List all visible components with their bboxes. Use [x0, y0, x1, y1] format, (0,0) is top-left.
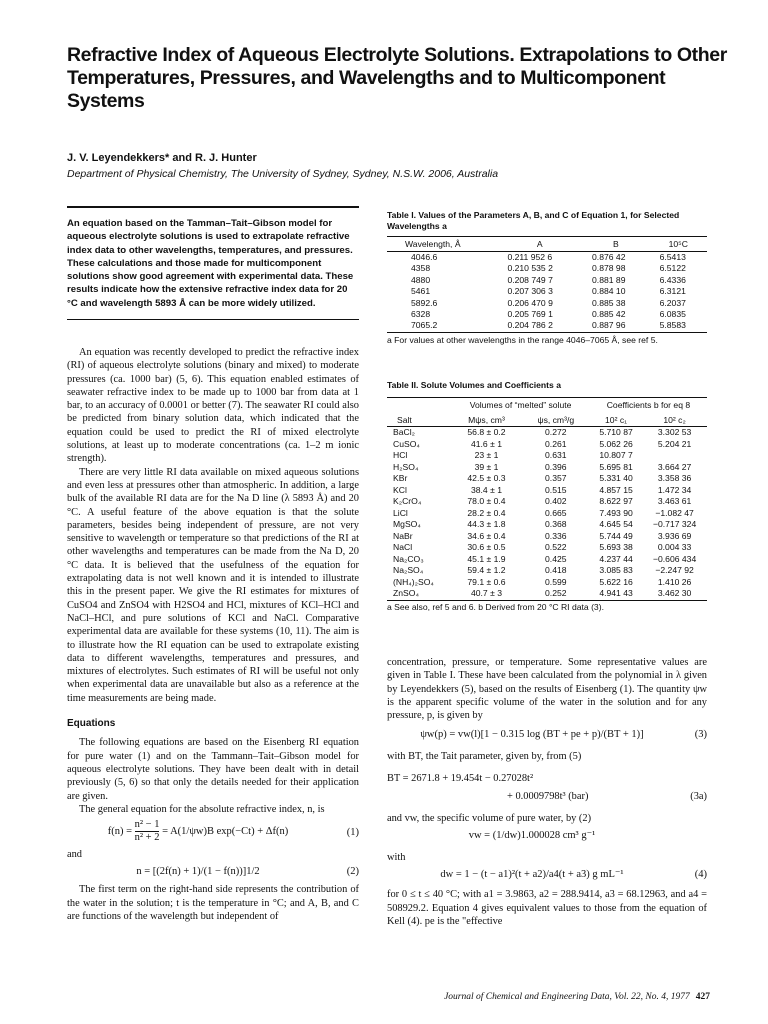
t1-cell: 0.204 786 2 [497, 320, 582, 332]
t2-group-coefficients: Coefficients b for eq 8 [590, 398, 707, 412]
t1-cell: 5461 [411, 286, 431, 297]
abstract: An equation based on the Tamman–Tait–Gibson model for aqueous electrolyte solutions is used to extrapolate refractive index data to other wavelengths, temperatures, and pressures. These calculations and those made for multicomponent solutions show good agreement with experimental data. These results indicate how the extensive refractive index data for 20 °C and wavelength 5893 Å can be more widely utilized. [67, 206, 359, 320]
t2-cell: 10.807 7 [599, 450, 633, 460]
t2-cell: 5.622 16 [599, 576, 633, 587]
t2-cell: NaCl [393, 542, 413, 552]
t2-cell: Na₂SO₄ [393, 565, 424, 575]
table-2-row [387, 473, 707, 485]
table-1-row [387, 309, 707, 320]
table-2-row [387, 577, 707, 589]
authors: J. V. Leyendekkers* and R. J. Hunter [67, 152, 257, 164]
t2-cell: 34.6 ± 0.4 [467, 530, 506, 541]
eq4-label: (4) [694, 869, 707, 881]
t2-cell: 79.1 ± 0.6 [467, 576, 506, 587]
table-1-row [387, 320, 707, 332]
table-2-row [387, 542, 707, 554]
t2-cell: 38.4 ± 1 [470, 484, 502, 495]
t2-cell: 4.857 15 [599, 484, 633, 495]
t2-cell: 0.357 [545, 473, 567, 483]
eq3a-line-1: BT = 2671.8 + 19.454t − 0.27028t² [387, 772, 534, 784]
t1-cell: 0.878 98 [592, 263, 626, 274]
t2-cell: CuSO₄ [393, 438, 420, 449]
table-2-row [387, 485, 707, 497]
t1-cell: 0.208 749 7 [507, 274, 553, 285]
t2-cell: ZnSO₄ [387, 588, 451, 600]
t2-cell: 0.665 [545, 507, 567, 518]
intro-paragraph-1: An equation was recently developed to predict the refractive index (RI) of aqueous electrolyte solutions (binary and mixed) to moderate pressures (ca. 1000 bar) (5, 6). This equation enabled estimates of seawater refractive index to be made up to 1000 bar from data at 1 bar, to an accuracy of 0.0001 or better (7). The seawater RI could also be predicted from binary solution data, which indicated that the equation could be used to predict the RI of mixed electrolyte solutions, at least up to moderate concentrations (ca. 1–2 m ionic strength). [67, 347, 359, 465]
t1-cell: 0.211 952 6 [507, 252, 553, 262]
eq3a-line-2: + 0.0009798t³ (bar) [507, 790, 589, 802]
t2-cell: 5.331 40 [599, 473, 633, 483]
eq3a-label: (3a) [690, 790, 707, 802]
t2-cell: NaBr [393, 530, 413, 541]
t1-cell: 5.8583 [650, 320, 707, 332]
t2-cell: 5.695 81 [599, 461, 633, 472]
eq1-lhs: f(n) = [107, 826, 133, 837]
t2-cell: −1.082 47 [655, 507, 694, 518]
eq3-label: (3) [694, 729, 707, 741]
equation-2 [67, 861, 359, 883]
equation-3 [387, 724, 707, 746]
eq3-expression: ψw(p) = vw(l)[1 − 0.315 log (BT + pe + p)/(BT + 1)] [420, 729, 644, 741]
t2-cell: 3.085 83 [599, 565, 633, 575]
and-word: and [67, 849, 83, 861]
equation-3a [387, 772, 707, 808]
t2-cell: 0.004 33 [657, 542, 692, 552]
affiliation: Department of Physical Chemistry, The University of Sydney, Sydney, N.S.W. 2006, Australia [67, 168, 499, 180]
right-column-text [387, 656, 707, 928]
t2-cell: 0.252 [522, 588, 590, 600]
t2-cell: Na₂CO₃ [393, 553, 424, 564]
page-number: 427 [695, 992, 710, 1002]
table-1-row [387, 298, 707, 309]
t2-cell: 40.7 ± 3 [451, 588, 521, 600]
t2-cell: −0.606 434 [652, 553, 697, 564]
t2-cell: 59.4 ± 1.2 [467, 565, 506, 575]
t1-cell: 0.885 42 [592, 309, 626, 320]
t2-cell: HCl [393, 450, 408, 460]
t1-header-a: A [497, 237, 582, 252]
t2-header-salt: Salt [387, 411, 451, 427]
t2-cell: 3.358 36 [657, 473, 692, 483]
t2-cell: −2.247 92 [655, 565, 694, 575]
table-2-row [387, 450, 707, 462]
t2-cell: 8.622 97 [599, 496, 633, 506]
t1-cell: 4046.6 [411, 252, 438, 262]
t1-cell: 0.205 769 1 [507, 309, 553, 320]
t1-cell: 6.0835 [659, 309, 686, 320]
eq1-denominator: n² + 2 [134, 832, 160, 844]
t2-cell: 3.302 53 [657, 427, 692, 437]
vw-text: and vw, the specific volume of pure water, by (2) [387, 812, 592, 824]
t2-cell: 0.368 [545, 519, 567, 529]
t2-header-c2: 10² c₂ [642, 411, 707, 427]
t2-cell: (NH₄)₂SO₄ [393, 576, 434, 587]
table-1-footnote: a For values at other wavelengths in the range 4046–7065 Å, see ref 5. [387, 334, 658, 345]
t2-cell: 39 ± 1 [474, 461, 499, 472]
t2-cell: MgSO₄ [393, 519, 421, 529]
t2-cell: 3.936 69 [657, 530, 692, 541]
t2-cell: 5.710 87 [599, 427, 633, 437]
t2-cell: 3.664 27 [657, 461, 692, 472]
page-footer [370, 992, 710, 1002]
table-2-caption: Table II. Solute Volumes and Coefficients a [387, 380, 561, 390]
intro-paragraph-2: There are very little RI data available on mixed aqueous solutions and even less at pressures other than atmospheric. In addition, a large bulk of the available RI data are for the Na D line (λ 5893 Å) and 20 °C. A useful feature of the above equation is that the solute parameters, besides being independent of pressure, are not very sensitive to wavelength or temperature so that predictions of the RI at other wavelengths and temperatures can be made from the Na D, 20 °C data. It is believed that the usefulness of the equation for extrapolating data is not well known and it is intended to illustrate this in the present paper. We give the RI estimates for mixtures of CuSO4 and ZnSO4 with H2SO4 and HCl, mixtures of KCl–HCl and NaCl–HCl, and pure solutions of KCl and NaCl. Comparative experimental data are available for these systems (10, 11). The aim is to illustrate how the RI equation can be used to extrapolate existing data to different wavelengths, temperatures and pressures, and mixtures of electrolytes. Such estimates of RI will be useful not only when experimental data are unavailable but also as a reference at the time measurements are being made. [67, 466, 359, 704]
equations-paragraph-1: The following equations are based on the Eisenberg RI equation for pure water (1) and on the Tammann–Tait–Gibson model for aqueous electrolyte solutions. They have been dealt with in detail previously (5, 6) so that only the details needed for their application are given. [67, 737, 359, 802]
eq1-label: (1) [346, 827, 359, 839]
t2-cell: 42.5 ± 0.3 [467, 473, 506, 483]
t2-cell: 41.6 ± 1 [470, 438, 502, 449]
t2-cell: BaCl₂ [393, 427, 415, 437]
table-1-row [387, 263, 707, 274]
table-2-row [387, 565, 707, 577]
eq-vw-expression: vw = (1/dw)1.000028 cm³ g⁻¹ [468, 830, 596, 842]
eq1-fraction [135, 819, 160, 844]
t2-cell: 0.522 [545, 542, 567, 552]
t1-header-b: B [582, 237, 650, 252]
t2-cell: 0.515 [545, 484, 567, 495]
t1-cell: 0.884 10 [592, 286, 626, 297]
t2-cell: −0.717 324 [652, 519, 697, 529]
t1-cell: 6.5122 [659, 263, 686, 274]
eq1-rhs: = A(1/ψw)B exp(−Ct) + Δf(n) [162, 826, 289, 837]
t1-cell: 0.876 42 [592, 252, 626, 262]
t2-cell: 30.6 ± 0.5 [467, 542, 506, 552]
equations-paragraph-2: The general equation for the absolute refractive index, n, is [79, 803, 325, 815]
t1-cell: 0.210 535 2 [507, 263, 553, 274]
table-2-footnote: a See also, ref 5 and 6. b Derived from 20 °C RI data (3). [387, 601, 604, 612]
t2-cell: 5.693 38 [599, 542, 633, 552]
t2-cell: 4.645 54 [599, 519, 633, 529]
t1-header-c: 10⁵C [650, 237, 707, 252]
t2-cell: 5.204 21 [657, 438, 692, 449]
t2-cell: 45.1 ± 1.9 [467, 553, 506, 564]
t1-cell: 0.885 38 [592, 297, 626, 308]
table-1-row [387, 286, 707, 297]
t2-cell: 0.599 [545, 576, 567, 587]
t1-cell: 4880 [411, 274, 431, 285]
right-paragraph-2: for 0 ≤ t ≤ 40 °C; with a1 = 3.9863, a2 = 288.9414, a3 = 68.12963, and a4 = 508929.2. Equation 4 gives equivalent values to those from the equation of Kell (4). pe is the "effective [387, 889, 707, 927]
t1-cell: 0.881 89 [592, 274, 626, 285]
t2-cell: KBr [393, 473, 408, 483]
t2-cell: KCl [393, 484, 407, 495]
table-2-row [387, 554, 707, 566]
t2-cell: LiCl [393, 507, 408, 518]
t2-cell: 23 ± 1 [474, 450, 499, 460]
t2-cell: 0.425 [545, 553, 567, 564]
tait-text: with BT, the Tait parameter, given by, from (5) [387, 751, 582, 763]
t2-cell: 3.462 30 [642, 588, 707, 600]
equations-paragraph-3: The first term on the right-hand side represents the contribution of the water in the solution; t is the temperature in °C; and A, B, and C are functions of the wavelength but independent of [67, 884, 359, 922]
t2-cell: K₂CrO₄ [393, 496, 422, 506]
t2-cell: 1.472 34 [657, 484, 692, 495]
table-2-row [387, 531, 707, 543]
t2-cell: 44.3 ± 1.8 [467, 519, 506, 529]
t2-header-specific-volume: ψs, cm³/g [522, 411, 590, 427]
t2-cell: 5.062 26 [599, 438, 633, 449]
table-1 [387, 210, 707, 346]
t2-cell: H₂SO₄ [393, 461, 419, 472]
eq4-expression: dw = 1 − (t − a1)²(t + a2)/a4(t + a3) g mL⁻¹ [440, 869, 624, 881]
t2-cell: 4.941 43 [590, 588, 642, 600]
t1-cell: 6.2037 [659, 297, 686, 308]
t1-cell: 6.4336 [659, 274, 686, 285]
table-2-grid [387, 397, 707, 601]
table-2-row [387, 427, 707, 439]
table-2-row [387, 519, 707, 531]
equation-1 [67, 816, 359, 848]
table-1-row [387, 275, 707, 286]
table-1-row [387, 252, 707, 264]
t2-cell: 0.631 [545, 450, 567, 460]
t2-cell: 7.493 90 [599, 507, 633, 518]
t2-cell: 0.402 [545, 496, 567, 506]
eq2-expression: n = [(2f(n) + 1)/(1 − f(n))]1/2 [136, 866, 260, 878]
equations-heading: Equations [67, 718, 116, 730]
t1-cell: 0.206 470 9 [507, 297, 553, 308]
eq1-numerator: n² − 1 [134, 819, 160, 831]
t2-cell: 78.0 ± 0.4 [467, 496, 506, 506]
t1-cell: 0.207 306 3 [507, 286, 553, 297]
table-2-row [387, 508, 707, 520]
t1-cell: 7065.2 [387, 320, 497, 332]
t1-cell: 6.5413 [659, 252, 686, 262]
t1-cell: 0.887 96 [582, 320, 650, 332]
table-1-caption: Table I. Values of the Parameters A, B, and C of Equation 1, for Selected Wavelengths a [387, 210, 680, 231]
t2-cell: 4.237 44 [599, 553, 633, 564]
t2-cell: 0.418 [545, 565, 567, 575]
equation-4 [387, 864, 707, 886]
table-2-row [387, 462, 707, 474]
t1-cell: 6328 [411, 309, 431, 320]
t1-cell: 4358 [411, 263, 431, 274]
table-2-row [387, 439, 707, 451]
left-column [67, 346, 359, 923]
journal-citation: Journal of Chemical and Engineering Data, Vol. 22, No. 4, 1977 [444, 992, 690, 1002]
right-paragraph-1: concentration, pressure, or temperature. Some representative values are given in Table I. These have been calculated from the polynomial in λ given by Leyendekkers (5), based on the results of Eisenberg (1). The quantity ψw is the apparent specific volume of the water in the solution and for any pressure, p, is given by [387, 657, 707, 722]
t2-cell: 5.744 49 [599, 530, 633, 541]
t2-cell: 0.396 [545, 461, 567, 472]
table-1-grid [387, 236, 707, 333]
t2-cell: 56.8 ± 0.2 [467, 427, 506, 437]
paper-title: Refractive Index of Aqueous Electrolyte Solutions. Extrapolations to Other Temperatures, Pressures, and Wavelengths and to Multicomponent Systems [67, 44, 727, 112]
t2-cell: 0.261 [545, 438, 567, 449]
t2-cell: 28.2 ± 0.4 [467, 507, 506, 518]
t2-header-c1: 10² c₁ [590, 411, 642, 427]
table-2 [387, 380, 707, 613]
eq2-label: (2) [346, 866, 359, 878]
table-2-row [387, 588, 707, 600]
t1-header-wavelength: Wavelength, Å [387, 237, 497, 252]
equation-vw [387, 825, 707, 847]
with-word: with [387, 852, 406, 864]
t1-cell: 6.3121 [659, 286, 686, 297]
t1-cell: 5892.6 [411, 297, 438, 308]
t2-cell: 3.463 61 [657, 496, 692, 506]
t2-header-molar-volume: Mψs, cm³ [451, 411, 521, 427]
t2-cell: 0.336 [545, 530, 567, 541]
t2-cell: 0.272 [545, 427, 567, 437]
table-2-row [387, 496, 707, 508]
t2-cell [642, 450, 707, 462]
t2-cell: 1.410 26 [657, 576, 692, 587]
t2-group-volumes: Volumes of “melted” solute [451, 398, 590, 412]
